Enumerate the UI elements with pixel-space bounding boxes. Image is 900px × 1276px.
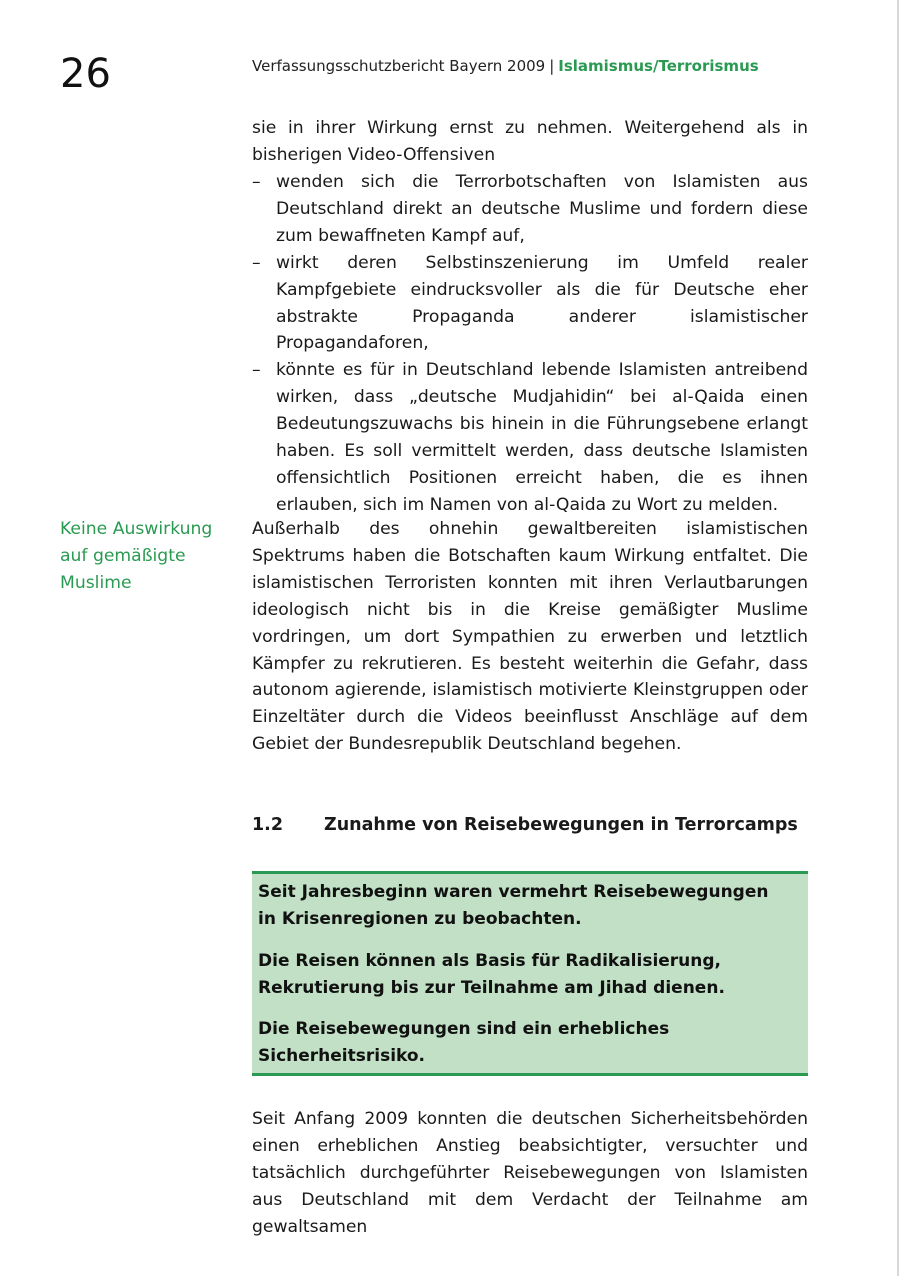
report-title: Verfassungsschutzbericht Bayern 2009 bbox=[252, 57, 546, 75]
list-item bbox=[252, 250, 808, 358]
running-header bbox=[252, 56, 759, 76]
paragraph-1: Außerhalb des ohnehin gewaltbereiten islamistischen Spektrums haben die Botschaften kaum Wirkung entfaltet. Die islamistischen Terroristen konnten mit ihren Verlautbarungen ideologisch nicht bis in die Kreise gemäßigter Muslime vordringen, um dort Sympathien zu erwerben und letztlich Kämpfer zu rekrutieren. Es besteht weiterhin die Gefahr, dass autonom agierende, islamistisch motivierte Kleinstgruppen oder Einzeltäter durch die Videos beeinflusst Anschläge auf dem Gebiet der Bundesrepublik Deutschland begehen. bbox=[252, 519, 808, 755]
bullet-list bbox=[252, 169, 808, 519]
bullet-dash: – bbox=[252, 172, 261, 192]
bullet-dash: – bbox=[252, 360, 261, 381]
section-heading-title: Zunahme von Reisebewegungen in Terrorcamps bbox=[324, 815, 798, 835]
section-number: 1.2 bbox=[252, 815, 284, 835]
bullet-text: wirkt deren Selbstinszenierung im Umfeld realer Kampfgebiete eindrucksvoller als die für Deutsche eher abstrakte Propaganda anderer islamistischer Propagandaforen, bbox=[276, 252, 808, 354]
bullet-dash: – bbox=[252, 252, 261, 273]
page-number: 26 bbox=[60, 51, 111, 97]
summary-line-2: Die Reisen können als Basis für Radikalisierung, Rekrutierung bis zur Teilnahme am Jihad dienen. bbox=[258, 951, 725, 998]
page-edge-line bbox=[897, 0, 899, 1276]
summary-line-3: Die Reisebewegungen sind ein erhebliches Sicherheitsrisiko. bbox=[258, 1019, 670, 1066]
section-title: Islamismus/Terrorismus bbox=[558, 57, 759, 75]
list-item bbox=[252, 169, 808, 250]
bullet-text: wenden sich die Terrorbotschaften von Islamisten aus Deutschland direkt an deutsche Muslime und fordern diese zum bewaffneten Kampf auf, bbox=[276, 172, 808, 246]
list-item bbox=[252, 357, 808, 518]
section-heading bbox=[252, 812, 808, 838]
paragraph-2: Seit Anfang 2009 konnten die deutschen Sicherheitsbehörden einen erheblichen Anstieg beabsichtigter, versuchter und tatsächlich durchgeführter Reisebewegungen von Islamisten aus Deutschland mit dem Verdacht der Teilnahme am gewaltsamen bbox=[252, 1109, 808, 1237]
summary-line-1: Seit Jahresbeginn waren vermehrt Reisebewegungen in Krisenregionen zu beobachten. bbox=[258, 882, 769, 929]
summary-box bbox=[252, 871, 808, 1076]
intro-text: sie in ihrer Wirkung ernst zu nehmen. Weitergehend als in bisherigen Video-Offensiven bbox=[252, 118, 808, 165]
bullet-text: könnte es für in Deutschland lebende Islamisten antreibend wirken, dass „deutsche Mudjahidin“ bei al-Qaida einen Bedeutungszuwachs bis hinein in die Führungsebene erlangt haben. Es soll vermittelt werden, dass deutsche Islamisten offensichtlich Positionen erreicht haben, die es ihnen erlauben, sich im Namen von al-Qaida zu Wort zu melden. bbox=[276, 360, 808, 515]
header-separator: | bbox=[549, 57, 555, 75]
margin-note: Keine Auswirkung auf gemäßigte Muslime bbox=[60, 519, 213, 593]
